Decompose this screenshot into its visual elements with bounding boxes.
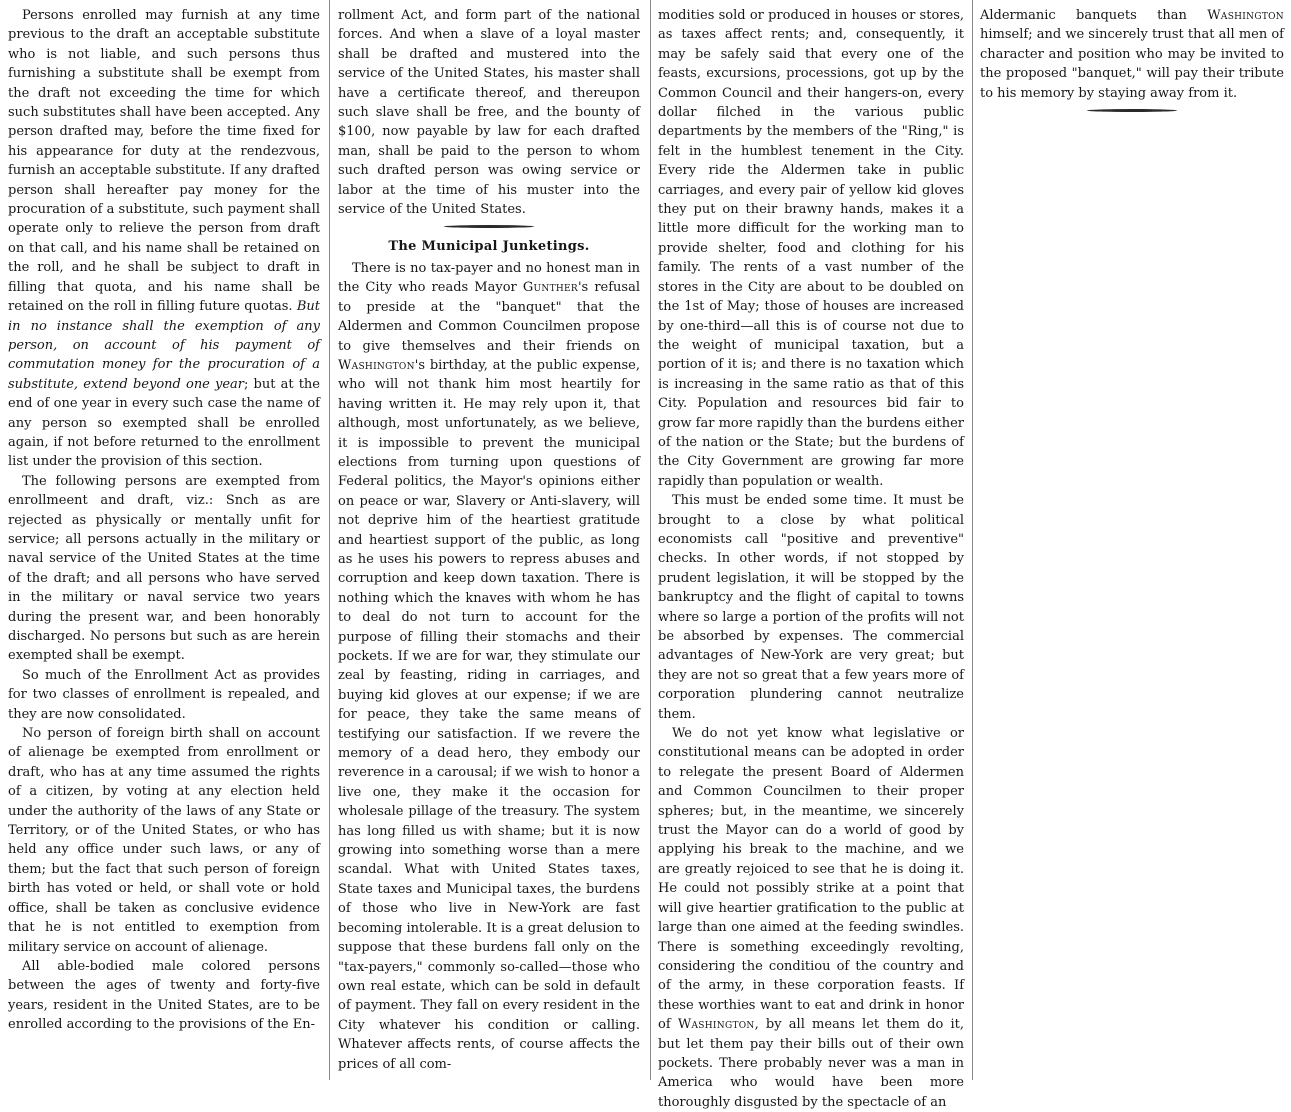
proper-name: Washington [1207,8,1284,23]
paragraph-legislative-means [658,724,964,1112]
paragraph-text: himself; and we sincerely trust that all men of character and position who may be invited to the proposed "banquet," will pay their tribute to his memory by staying away from it. [980,27,1284,101]
column-rule [972,0,973,1080]
paragraph-substitutes [8,6,320,472]
paragraph-continued: modities sold or produced in houses or stores, as taxes affect rents; and, consequently, it may be safely said that every one of the feasts, excursions, processions, got up by the Common Council and their hangers-on, every dollar filched in the various public departments by the members of the "Ring," is felt in the humblest tenement in the City. Every ride the Aldermen take in public carriages, and every pair of yellow kid gloves they put on their brawny hands, makes it a little more difficult for the working man to provide shelter, food and clothing for his family. The rents of a vast number of the stores in the City are about to be doubled on the 1st of May; those of houses are increased by one-third—all this is of course not due to the weight of municipal taxation, but a portion of it is; and there is no taxation which is increasing in the same ratio as that of this City. Population and resources bid fair to grow far more rapidly than the burdens either of the nation or the State; but the burdens of the City Government are growing far more rapidly than population or wealth. [658,8,964,489]
section-divider [980,103,1284,117]
paragraph-text: ; but at the end of one year in every such case the name of any person so exempted shall be enrolled again, if not before returned to the enrollment list under the provision of this section. [8,376,320,470]
paragraph-text: Persons enrolled may furnish at any time previous to the draft an acceptable substitute who is not liable, and such persons thus furnishing a substitute shall be exempt from the draft not exceeding the time for which such substitutes shall have been accepted. Any person drafted may, before the time fixed for his appearance for duty at the rendezvous, furnish an acceptable substitute. If any drafted person shall hereafter pay money for the procuration of a substitute, such payment shall operate only to relieve the person from draft on that call, and his name shall be retained on the roll, and he shall be subject to draft in filling that quota, and his name shall be retained on the roll in filling future quotas. [8,8,320,315]
italic-text: But in no instance shall the exemption of any person, on account of his payment of commutation money for the procuration of a substitute, extend beyond one year [8,299,320,392]
paragraph-junketings [338,259,640,1074]
paragraph-must-be-ended: This must be ended some time. It must be brought to a close by what political economists call "positive and preventive" checks. In other words, if not stopped by prudent legislation, it will be stopped by the bankruptcy and the flight of capital to towns where so large a portion of the profits will not be absorbed by expenses. The commercial advantages of New-York are very great; but they are not so great that a few years more of corporation plundering cannot neutralize them. [658,493,964,722]
paragraph-enrollment-classes: So much of the Enrollment Act as provides for two classes of enrollment is repealed, and they are now consolidated. [8,667,320,722]
paragraph-continued [980,6,1284,103]
article-heading: The Municipal Junketings. [388,239,590,255]
column-3 [658,6,964,1112]
column-1 [8,6,320,1035]
proper-name: Gunther [522,280,578,296]
paragraph-text: , by all means let them do it, but let them pay their bills out of their own pockets. There probably never was a man in America who would have been more thoroughly disgusted by the spectacle of an [658,1017,964,1110]
paragraph-text: rollment Act, and form part of the national forces. [338,8,640,43]
paragraph-text: 's refusal to preside at the "banquet" that the Aldermen and Common Councilmen propose to give themselves and their friends on [338,280,640,354]
paragraph-text: There is no tax-payer and no honest man in the City who reads Mayor [338,260,640,296]
paragraph-text: 's birthday, at the public expense, who will not thank him most heartily for having written it. He may rely upon it, that although, most unfortunately, as we believe, it is impossible to prevent the municipal elections from turning upon questions of Federal politics, the Mayor's opinions either on peace or war, Slavery or Anti-slavery, will not deprive him of the heartiest gratitude and heartiest support of the public, as long as he uses his powers to repress abuses and corruption and keep down taxation. There is nothing which the knaves with whom he has to deal do not turn to account for the purpose of filling their stomachs and their pockets. If we are for war, they stimulate our zeal by feasting, riding in carriages, and buying kid gloves at our expense; if we are for peace, they take the same means of testifying our satisfaction. If we revere the memory of a dead hero, they embody our reverence in a carousal; if we wish to honor a live one, they make it the occasion for wholesale pillage of the treasury. The system has long filled us with shame; but it is now growing into something worse than a mere scandal. What with United States taxes, State taxes and Municipal taxes, the burdens of those who live in New-York are fast becoming intolerable. It is a great delusion to suppose that these burdens fall only on the "tax-payers," commonly so-called—those who own real estate, which can be sold in default of payment. They fall on every resident in the City whatever his condition or calling. Whatever affects rents, of course affects the prices of all com- [338,357,640,1072]
proper-name: Washington [677,1017,755,1033]
paragraph-text: And when a slave of a loyal master shall be drafted and mustered into the service of the United States, his master shall have a certificate thereof, and thereupon such slave shall be free, and the bounty of $100, now payable by law for each drafted man, shall be paid to the person to whom such drafted person was owing service or labor at the time of his muster into the service of the United States. [338,27,640,218]
column-2 [338,6,640,1074]
column-4 [980,6,1284,117]
column-rule [650,0,651,1080]
column-rule [329,0,330,1080]
paragraph-continued [338,6,640,219]
paragraph-exemptions: The following persons are exempted from enrollmeent and draft, viz.: Snch as are rejected as physically or mentally unfit for service; all persons actually in the military or naval service of the United States at the time of the draft; and all persons who have served in the military or naval service two years during the present war, and been honorably discharged. No persons but such as are herein exempted shall be exempt. [8,473,320,664]
paragraph-text: We do not yet know what legislative or constitutional means can be adopted in order to relegate the present Board of Aldermen and Common Councilmen to their proper spheres; but, in the meantime, we sincerely trust the Mayor can do a world of good by applying his break to the machine, and we are greatly rejoiced to see that he is doing it. He could not possibly strike at a point that will give heartier gratification to the public at large than one aimed at the feeding swindles. There is something exceedingly revolting, considering the conditiou of the country and of the army, in these corporation feasts. If these worthies want to eat and drink in honor of [658,726,964,1033]
paragraph-colored-persons: All able-bodied male colored persons between the ages of twenty and forty-five years, resident in the United States, are to be enrolled according to the provisions of the En- [8,958,320,1033]
section-divider [338,219,640,233]
proper-name: Washington [338,357,415,373]
paragraph-foreign-birth: No person of foreign birth shall on account of alienage be exempted from enrollment or draft, who has at any time assumed the rights of a citizen, by voting at any election held under the authority of the laws of any State or Territory, or of the United States, or who has held any office under such laws, or any of them; but the fact that such person of foreign birth has voted or held, or shall vote or hold office, shall be taken as conclusive evidence that he is not entitled to exemption from military service on account of alienage. [8,726,320,955]
paragraph-text: Aldermanic banquets than [980,8,1187,23]
